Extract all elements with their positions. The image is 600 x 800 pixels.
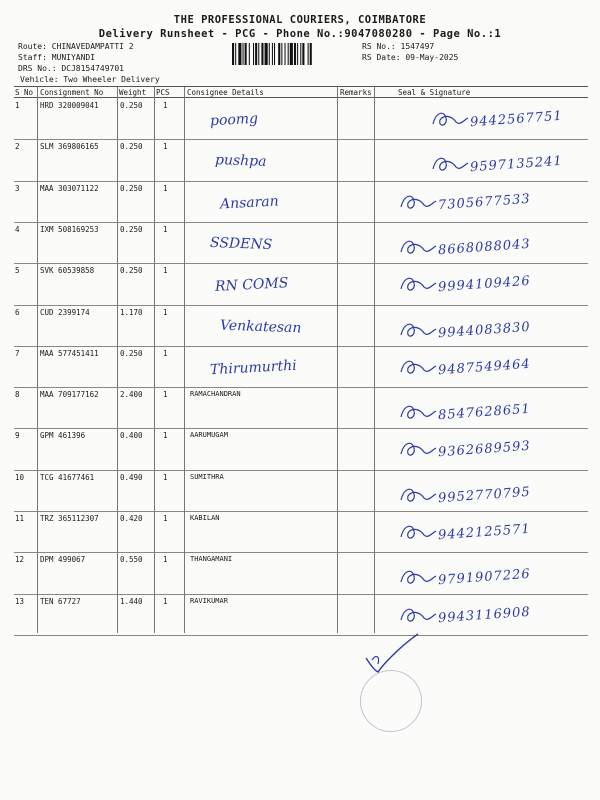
barcode-bar [310,43,312,65]
row-weight: 0.250 [120,183,143,193]
row-divider [14,222,588,223]
drs-label: DRS No.: DCJ8154749701 [18,64,124,73]
row-divider [14,139,588,140]
barcode-bar [300,43,301,65]
col-header-weight: Weight [119,88,147,97]
col-header-remarks: Remarks [340,88,372,97]
row-weight: 0.250 [120,348,143,358]
signature-scribble [398,438,438,462]
signature-scribble [430,153,470,177]
row-handwritten-name: Thirumurthi [209,357,298,379]
row-handwritten-name: RN COMS [214,275,289,296]
col-header-consignment: Consignment No [40,88,104,97]
barcode-bar [308,43,309,65]
row-signature-phone: 7305677533 [437,191,532,213]
signature-scribble [398,273,438,297]
signature-scribble [398,521,438,545]
row-signature-phone: 9362689593 [437,439,532,461]
row-signature-phone: 8547628651 [437,401,532,424]
row-consignment-no: DPM 499067 [40,555,86,565]
vehicle-label: Vehicle: Two Wheeler Delivery [20,75,160,84]
row-consignee-name: AARUMUGAM [190,431,228,440]
row-pcs: 1 [163,307,168,317]
staff-label: Staff: MUNIYANDI [18,53,96,62]
row-sno: 1 [15,101,20,110]
signature-scribble [398,356,438,380]
row-divider [14,346,588,347]
barcode-bar [274,43,275,65]
row-signature-phone: 9597135241 [469,154,564,176]
row-signature-phone: 9943116908 [437,604,532,626]
row-signature-phone: 9791907226 [437,567,532,589]
barcode [232,43,352,65]
row-consignment-no: IXM 508169253 [40,224,99,234]
row-sno: 9 [15,431,20,441]
row-sno: 5 [15,266,20,276]
barcode-bar [255,43,257,65]
row-sno: 8 [15,390,20,400]
row-divider [14,511,588,512]
row-divider [14,387,588,388]
barcode-bar [297,43,298,65]
row-consignment-no: MAA 577451411 [40,348,99,358]
row-pcs: 1 [163,472,168,482]
row-signature-phone: 9994109426 [437,273,532,296]
row-sno: 3 [15,183,20,193]
row-handwritten-name: poomg [209,110,259,130]
signature-scribble [398,191,438,215]
row-weight: 0.250 [120,266,143,276]
row-divider [14,305,588,306]
company-title: THE PROFESSIONAL COURIERS, COIMBATORE [173,14,427,26]
row-sno: 11 [15,514,25,523]
row-signature-phone: 9944083830 [437,319,532,341]
row-weight: 0.490 [120,472,143,482]
row-consignment-no: GPM 461396 [40,431,86,441]
row-consignment-no: SLM 369806165 [40,142,99,152]
barcode-bar [235,43,236,65]
faint-stamp [360,670,422,732]
barcode-bar [253,43,254,65]
row-handwritten-name: pushpa [214,152,267,171]
runsheet-subtitle: Delivery Runsheet - PCG - Phone No.:9047080280 - Page No.:1 [98,28,502,40]
column-divider [37,87,38,633]
barcode-bar [272,43,273,65]
barcode-bar [249,43,250,65]
signature-scribble [398,401,438,425]
row-consignment-no: TEN 67727 [40,596,81,606]
signature-scribble [398,236,438,260]
row-divider [14,470,588,471]
col-header-sno: S No [15,88,34,97]
row-handwritten-name: Ansaran [219,193,280,213]
row-consignment-no: MAA 303071122 [40,183,99,193]
row-signature-phone: 9442125571 [437,521,532,544]
row-signature-phone: 9952770795 [437,484,532,506]
barcode-bar [290,43,293,65]
col-header-pcs: PCS [156,88,170,97]
row-consignee-name: THANGAMANI [190,555,233,564]
row-weight: 0.420 [120,514,143,523]
row-weight: 0.550 [120,555,143,565]
col-header-seal-signature: Seal & Signature [398,88,471,97]
signature-scribble [398,484,438,508]
row-divider [14,263,588,264]
column-divider [374,87,375,633]
barcode-bar [243,43,244,65]
barcode-bar [302,43,304,65]
barcode-bar [288,43,289,65]
row-pcs: 1 [163,266,168,276]
column-divider [184,87,185,633]
row-signature-phone: 9442567751 [469,108,564,131]
column-divider [337,87,338,633]
row-weight: 0.250 [120,101,143,110]
row-handwritten-name: SSDENS [209,234,273,253]
barcode-bar [261,43,263,65]
row-signature-phone: 8668088043 [437,236,532,259]
row-consignment-no: TRZ 365112307 [40,514,99,523]
row-sno: 10 [15,472,25,482]
barcode-bar [278,43,280,65]
barcode-bar [245,43,247,65]
row-consignment-no: HRD 320009041 [40,101,99,110]
barcode-bar [238,43,241,65]
row-weight: 2.400 [120,390,143,400]
row-sno: 12 [15,555,25,565]
row-divider [14,635,588,636]
column-divider [154,87,155,633]
row-weight: 1.170 [120,307,143,317]
row-pcs: 1 [163,596,168,606]
barcode-bar [265,43,268,65]
row-divider [14,552,588,553]
barcode-bar [232,43,234,65]
row-weight: 0.250 [120,224,143,234]
row-pcs: 1 [163,555,168,565]
row-consignment-no: TCG 41677461 [40,472,95,482]
row-sno: 2 [15,142,20,152]
table-top-border [14,86,588,87]
row-handwritten-name: Venkatesan [219,317,302,336]
row-signature-phone: 9487549464 [437,356,532,379]
row-sno: 13 [15,596,25,606]
row-consignment-no: SVK 60539858 [40,266,95,276]
rs-date: RS Date: 09-May-2025 [362,53,459,62]
column-divider [117,87,118,633]
row-sno: 6 [15,307,20,317]
row-divider [14,594,588,595]
row-sno: 4 [15,224,20,234]
row-pcs: 1 [163,431,168,441]
barcode-bar [285,43,286,65]
barcode-bar [281,43,282,65]
col-header-consignee: Consignee Details [187,88,264,97]
signature-scribble [398,566,438,590]
row-weight: 0.250 [120,142,143,152]
signature-scribble [398,604,438,628]
row-consignee-name: RAVIKUMAR [190,596,228,605]
row-pcs: 1 [163,101,168,110]
row-pcs: 1 [163,142,168,152]
row-consignment-no: CUD 2399174 [40,307,90,317]
barcode-bar [269,43,270,65]
barcode-bar [258,43,259,65]
signature-scribble [430,108,470,132]
row-divider [14,181,588,182]
rs-number: RS No.: 1547497 [362,42,435,51]
row-consignee-name: KABILAN [190,514,220,522]
row-pcs: 1 [163,224,168,234]
table-header-border [14,97,588,98]
row-consignee-name: RAMACHANDRAN [190,390,241,399]
row-sno: 7 [15,348,20,358]
signature-scribble [398,319,438,343]
route-label: Route: CHINAVEDAMPATTI 2 [18,42,134,51]
row-pcs: 1 [163,390,168,400]
row-consignment-no: MAA 709177162 [40,390,99,400]
row-pcs: 1 [163,183,168,193]
row-divider [14,428,588,429]
row-consignee-name: SUMITHRA [190,472,224,481]
row-weight: 1.440 [120,596,143,606]
row-weight: 0.400 [120,431,143,441]
row-pcs: 1 [163,348,168,358]
row-pcs: 1 [163,514,168,523]
barcode-bar [294,43,296,65]
